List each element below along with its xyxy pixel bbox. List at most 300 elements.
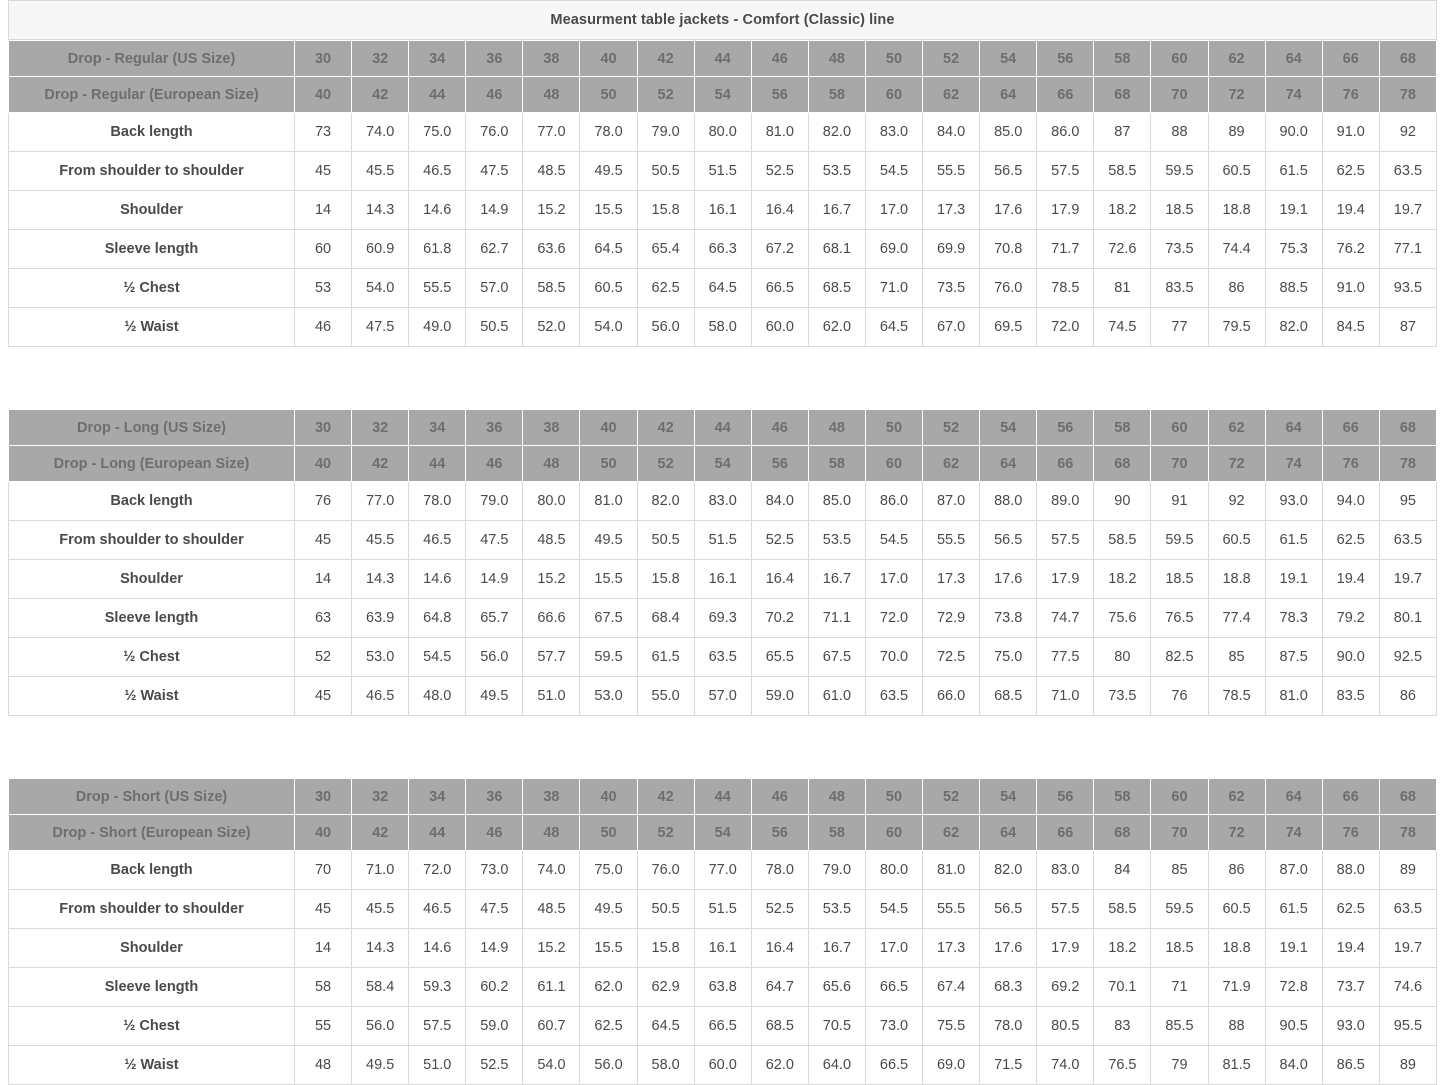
measure-cell: 65.4 bbox=[637, 230, 694, 269]
size-header-cell: 34 bbox=[409, 779, 466, 815]
measure-cell: 17.9 bbox=[1037, 191, 1094, 230]
measure-cell: 93.0 bbox=[1265, 482, 1322, 521]
size-header-cell: 68 bbox=[1094, 446, 1151, 482]
size-header-cell: 52 bbox=[923, 410, 980, 446]
measure-cell: 46.5 bbox=[352, 677, 409, 716]
measure-cell: 15.8 bbox=[637, 560, 694, 599]
measure-cell: 89 bbox=[1379, 851, 1436, 890]
measure-cell: 79.0 bbox=[637, 113, 694, 152]
measure-cell: 62.0 bbox=[751, 1046, 808, 1085]
size-header-cell: 64 bbox=[1265, 410, 1322, 446]
measure-cell: 72.0 bbox=[865, 599, 922, 638]
measure-cell: 63.5 bbox=[865, 677, 922, 716]
size-header-cell: 56 bbox=[1037, 41, 1094, 77]
measure-cell: 45 bbox=[295, 521, 352, 560]
measure-cell: 86 bbox=[1208, 269, 1265, 308]
measure-cell: 74.0 bbox=[523, 851, 580, 890]
measure-cell: 81.0 bbox=[923, 851, 980, 890]
measure-cell: 18.2 bbox=[1094, 929, 1151, 968]
measure-cell: 57.0 bbox=[466, 269, 523, 308]
size-header-cell: 68 bbox=[1379, 410, 1436, 446]
measure-cell: 19.1 bbox=[1265, 929, 1322, 968]
measure-cell: 75.3 bbox=[1265, 230, 1322, 269]
size-header-cell: 36 bbox=[466, 41, 523, 77]
measure-cell: 58.5 bbox=[1094, 521, 1151, 560]
measure-cell: 14.6 bbox=[409, 929, 466, 968]
size-header-cell: 64 bbox=[980, 815, 1037, 851]
measure-cell: 49.5 bbox=[580, 890, 637, 929]
measure-cell: 45.5 bbox=[352, 152, 409, 191]
size-header-cell: 64 bbox=[980, 446, 1037, 482]
measure-cell: 63.6 bbox=[523, 230, 580, 269]
measure-cell: 79 bbox=[1151, 1046, 1208, 1085]
size-header-cell: 52 bbox=[637, 77, 694, 113]
measure-cell: 59.0 bbox=[466, 1007, 523, 1046]
size-header-cell: 60 bbox=[1151, 41, 1208, 77]
size-header-cell: 56 bbox=[1037, 779, 1094, 815]
measure-cell: 66.5 bbox=[694, 1007, 751, 1046]
size-header-cell: 48 bbox=[808, 410, 865, 446]
measure-cell: 77.5 bbox=[1037, 638, 1094, 677]
size-header-cell: 62 bbox=[923, 77, 980, 113]
measure-cell: 71.0 bbox=[865, 269, 922, 308]
table-row bbox=[9, 599, 1437, 638]
measure-cell: 81.0 bbox=[751, 113, 808, 152]
size-header-cell: 58 bbox=[1094, 41, 1151, 77]
measure-cell: 52.5 bbox=[751, 521, 808, 560]
measure-cell: 49.5 bbox=[580, 521, 637, 560]
measure-cell: 69.0 bbox=[865, 230, 922, 269]
measure-cell: 90.0 bbox=[1265, 113, 1322, 152]
size-header-cell: 48 bbox=[808, 779, 865, 815]
measure-cell: 47.5 bbox=[466, 152, 523, 191]
size-header-cell: 56 bbox=[1037, 410, 1094, 446]
measure-cell: 70.0 bbox=[865, 638, 922, 677]
size-header-cell: 52 bbox=[923, 779, 980, 815]
measure-cell: 64.8 bbox=[409, 599, 466, 638]
measure-cell: 66.0 bbox=[923, 677, 980, 716]
measure-cell: 66.3 bbox=[694, 230, 751, 269]
size-header-cell: 42 bbox=[637, 41, 694, 77]
size-header-cell: 32 bbox=[352, 41, 409, 77]
size-header-cell: 60 bbox=[1151, 779, 1208, 815]
measure-cell: 16.4 bbox=[751, 560, 808, 599]
measure-cell: 95.5 bbox=[1379, 1007, 1436, 1046]
measure-cell: 87.0 bbox=[1265, 851, 1322, 890]
measure-cell: 59.3 bbox=[409, 968, 466, 1007]
measure-cell: 17.3 bbox=[923, 929, 980, 968]
measure-cell: 57.7 bbox=[523, 638, 580, 677]
measure-cell: 72.0 bbox=[1037, 308, 1094, 347]
measure-cell: 18.5 bbox=[1151, 191, 1208, 230]
measure-cell: 62.0 bbox=[580, 968, 637, 1007]
measure-cell: 52.5 bbox=[466, 1046, 523, 1085]
measure-cell: 83.5 bbox=[1322, 677, 1379, 716]
measure-cell: 57.5 bbox=[409, 1007, 466, 1046]
measure-cell: 51.0 bbox=[409, 1046, 466, 1085]
measure-cell: 62.0 bbox=[808, 308, 865, 347]
measure-cell: 77.0 bbox=[352, 482, 409, 521]
measure-cell: 53.5 bbox=[808, 521, 865, 560]
measure-cell: 62.5 bbox=[580, 1007, 637, 1046]
measure-cell: 58.0 bbox=[694, 308, 751, 347]
size-header-cell: 62 bbox=[1208, 779, 1265, 815]
measure-cell: 54.0 bbox=[523, 1046, 580, 1085]
row-label: Back length bbox=[9, 113, 295, 152]
measure-cell: 17.0 bbox=[865, 929, 922, 968]
measure-cell: 83 bbox=[1094, 1007, 1151, 1046]
measure-cell: 84.0 bbox=[751, 482, 808, 521]
measure-cell: 64.5 bbox=[694, 269, 751, 308]
measure-cell: 72.6 bbox=[1094, 230, 1151, 269]
measure-cell: 77.4 bbox=[1208, 599, 1265, 638]
measure-cell: 45 bbox=[295, 890, 352, 929]
size-header-cell: 58 bbox=[808, 77, 865, 113]
measure-cell: 82.0 bbox=[637, 482, 694, 521]
measure-cell: 82.0 bbox=[1265, 308, 1322, 347]
measure-cell: 83.0 bbox=[865, 113, 922, 152]
measure-cell: 66.6 bbox=[523, 599, 580, 638]
measure-cell: 52 bbox=[295, 638, 352, 677]
measure-cell: 49.5 bbox=[466, 677, 523, 716]
measure-cell: 17.3 bbox=[923, 560, 980, 599]
size-header-cell: 50 bbox=[580, 815, 637, 851]
size-header-cell: 62 bbox=[923, 446, 980, 482]
size-header-cell: 74 bbox=[1265, 77, 1322, 113]
row-label: Sleeve length bbox=[9, 599, 295, 638]
measure-cell: 54.5 bbox=[865, 152, 922, 191]
table-row bbox=[9, 230, 1437, 269]
measure-cell: 83.0 bbox=[1037, 851, 1094, 890]
measure-cell: 16.1 bbox=[694, 560, 751, 599]
measure-cell: 76.5 bbox=[1151, 599, 1208, 638]
measure-cell: 14 bbox=[295, 560, 352, 599]
size-header-cell: 66 bbox=[1322, 410, 1379, 446]
measure-cell: 60.5 bbox=[1208, 521, 1265, 560]
size-header-cell: 66 bbox=[1322, 41, 1379, 77]
size-header-cell: 40 bbox=[580, 410, 637, 446]
measure-cell: 17.6 bbox=[980, 191, 1037, 230]
size-header-cell: 40 bbox=[580, 779, 637, 815]
size-header-cell: 38 bbox=[523, 410, 580, 446]
measure-cell: 58.5 bbox=[523, 269, 580, 308]
measure-cell: 16.7 bbox=[808, 560, 865, 599]
row-label: ½ Chest bbox=[9, 638, 295, 677]
measure-cell: 16.7 bbox=[808, 191, 865, 230]
measurement-block-regular bbox=[8, 40, 1437, 347]
measure-cell: 17.3 bbox=[923, 191, 980, 230]
measure-cell: 89 bbox=[1379, 1046, 1436, 1085]
measure-cell: 61.5 bbox=[1265, 890, 1322, 929]
measure-cell: 73.0 bbox=[466, 851, 523, 890]
measure-cell: 59.5 bbox=[580, 638, 637, 677]
measure-cell: 77.1 bbox=[1379, 230, 1436, 269]
measure-cell: 46.5 bbox=[409, 890, 466, 929]
measure-cell: 71.7 bbox=[1037, 230, 1094, 269]
measure-cell: 17.9 bbox=[1037, 929, 1094, 968]
measure-cell: 73.5 bbox=[923, 269, 980, 308]
measure-cell: 14.6 bbox=[409, 560, 466, 599]
size-header-cell: 58 bbox=[1094, 410, 1151, 446]
measure-cell: 18.8 bbox=[1208, 929, 1265, 968]
size-header-cell: 62 bbox=[1208, 410, 1265, 446]
measure-cell: 91.0 bbox=[1322, 269, 1379, 308]
measure-cell: 60.5 bbox=[1208, 152, 1265, 191]
measure-cell: 60.5 bbox=[580, 269, 637, 308]
measure-cell: 14.9 bbox=[466, 929, 523, 968]
measure-cell: 59.5 bbox=[1151, 890, 1208, 929]
size-header-cell: 30 bbox=[295, 41, 352, 77]
measure-cell: 80.0 bbox=[523, 482, 580, 521]
header-label-eu-short: Drop - Short (European Size) bbox=[9, 815, 295, 851]
measure-cell: 63.5 bbox=[1379, 152, 1436, 191]
measure-cell: 56.0 bbox=[580, 1046, 637, 1085]
size-header-cell: 44 bbox=[694, 41, 751, 77]
measure-cell: 83.0 bbox=[694, 482, 751, 521]
measure-cell: 67.4 bbox=[923, 968, 980, 1007]
measure-cell: 80 bbox=[1094, 638, 1151, 677]
measure-cell: 49.0 bbox=[409, 308, 466, 347]
size-header-cell: 40 bbox=[580, 41, 637, 77]
measure-cell: 48.5 bbox=[523, 890, 580, 929]
measure-cell: 15.5 bbox=[580, 929, 637, 968]
row-label: Shoulder bbox=[9, 191, 295, 230]
table-row bbox=[9, 113, 1437, 152]
measure-cell: 86.5 bbox=[1322, 1046, 1379, 1085]
measure-cell: 58.5 bbox=[1094, 152, 1151, 191]
measure-cell: 87 bbox=[1379, 308, 1436, 347]
measure-cell: 93.5 bbox=[1379, 269, 1436, 308]
measure-cell: 85 bbox=[1151, 851, 1208, 890]
measure-cell: 62.9 bbox=[637, 968, 694, 1007]
measure-cell: 64.5 bbox=[865, 308, 922, 347]
size-header-cell: 78 bbox=[1379, 446, 1436, 482]
size-header-cell: 74 bbox=[1265, 446, 1322, 482]
measure-cell: 59.5 bbox=[1151, 152, 1208, 191]
measure-cell: 76.0 bbox=[637, 851, 694, 890]
measure-cell: 14 bbox=[295, 191, 352, 230]
measure-cell: 79.2 bbox=[1322, 599, 1379, 638]
measure-cell: 72.0 bbox=[409, 851, 466, 890]
size-header-cell: 76 bbox=[1322, 815, 1379, 851]
measure-cell: 78.3 bbox=[1265, 599, 1322, 638]
size-header-cell: 54 bbox=[694, 446, 751, 482]
measure-cell: 52.5 bbox=[751, 152, 808, 191]
measure-cell: 65.7 bbox=[466, 599, 523, 638]
row-label: Sleeve length bbox=[9, 230, 295, 269]
measure-cell: 45.5 bbox=[352, 521, 409, 560]
measure-cell: 74.0 bbox=[1037, 1046, 1094, 1085]
measure-cell: 17.0 bbox=[865, 560, 922, 599]
measure-cell: 73 bbox=[295, 113, 352, 152]
measure-cell: 75.0 bbox=[580, 851, 637, 890]
measure-cell: 64.0 bbox=[808, 1046, 865, 1085]
measure-cell: 84.5 bbox=[1322, 308, 1379, 347]
measure-cell: 70.2 bbox=[751, 599, 808, 638]
measure-cell: 86.0 bbox=[1037, 113, 1094, 152]
row-label: ½ Waist bbox=[9, 1046, 295, 1085]
measure-cell: 85.0 bbox=[980, 113, 1037, 152]
measure-cell: 87 bbox=[1094, 113, 1151, 152]
measure-cell: 90.0 bbox=[1322, 638, 1379, 677]
measure-cell: 56.5 bbox=[980, 521, 1037, 560]
measure-cell: 71.0 bbox=[1037, 677, 1094, 716]
measure-cell: 64.5 bbox=[580, 230, 637, 269]
measure-cell: 14.3 bbox=[352, 191, 409, 230]
size-header-cell: 56 bbox=[751, 77, 808, 113]
header-row-us-short bbox=[9, 779, 1437, 815]
measure-cell: 63.9 bbox=[352, 599, 409, 638]
measure-cell: 76.2 bbox=[1322, 230, 1379, 269]
measure-cell: 85.5 bbox=[1151, 1007, 1208, 1046]
measure-cell: 61.1 bbox=[523, 968, 580, 1007]
measure-cell: 87.0 bbox=[923, 482, 980, 521]
measure-cell: 60.0 bbox=[751, 308, 808, 347]
measure-cell: 75.5 bbox=[923, 1007, 980, 1046]
table-row bbox=[9, 851, 1437, 890]
measure-cell: 60.0 bbox=[694, 1046, 751, 1085]
measure-cell: 82.0 bbox=[980, 851, 1037, 890]
size-header-cell: 46 bbox=[466, 77, 523, 113]
size-header-cell: 46 bbox=[751, 410, 808, 446]
measure-cell: 78.5 bbox=[1037, 269, 1094, 308]
measure-cell: 15.8 bbox=[637, 191, 694, 230]
size-header-cell: 34 bbox=[409, 41, 466, 77]
measure-cell: 63 bbox=[295, 599, 352, 638]
measure-cell: 78.0 bbox=[980, 1007, 1037, 1046]
measure-cell: 84 bbox=[1094, 851, 1151, 890]
measure-cell: 76.0 bbox=[466, 113, 523, 152]
block-spacer bbox=[8, 347, 1437, 409]
measure-cell: 81 bbox=[1094, 269, 1151, 308]
measure-cell: 18.8 bbox=[1208, 191, 1265, 230]
measure-cell: 18.2 bbox=[1094, 560, 1151, 599]
measure-cell: 80.5 bbox=[1037, 1007, 1094, 1046]
measure-cell: 56.0 bbox=[352, 1007, 409, 1046]
measure-cell: 66.5 bbox=[865, 968, 922, 1007]
size-header-cell: 40 bbox=[295, 77, 352, 113]
measure-cell: 88.0 bbox=[1322, 851, 1379, 890]
measure-cell: 73.5 bbox=[1151, 230, 1208, 269]
table-row bbox=[9, 482, 1437, 521]
measure-cell: 90 bbox=[1094, 482, 1151, 521]
measure-cell: 18.5 bbox=[1151, 929, 1208, 968]
measure-cell: 16.4 bbox=[751, 929, 808, 968]
measure-cell: 54.0 bbox=[352, 269, 409, 308]
measure-cell: 78.5 bbox=[1208, 677, 1265, 716]
size-header-cell: 62 bbox=[1208, 41, 1265, 77]
size-header-cell: 48 bbox=[523, 77, 580, 113]
measure-cell: 94.0 bbox=[1322, 482, 1379, 521]
size-header-cell: 50 bbox=[580, 446, 637, 482]
measure-cell: 55.5 bbox=[409, 269, 466, 308]
measurement-block-short bbox=[8, 778, 1437, 1085]
measure-cell: 46 bbox=[295, 308, 352, 347]
measure-cell: 74.7 bbox=[1037, 599, 1094, 638]
size-header-cell: 72 bbox=[1208, 446, 1265, 482]
size-header-cell: 66 bbox=[1037, 815, 1094, 851]
measure-cell: 19.4 bbox=[1322, 191, 1379, 230]
header-label-us-long: Drop - Long (US Size) bbox=[9, 410, 295, 446]
measure-cell: 62.5 bbox=[1322, 890, 1379, 929]
measure-cell: 76 bbox=[1151, 677, 1208, 716]
measure-cell: 58.0 bbox=[637, 1046, 694, 1085]
measure-cell: 53.5 bbox=[808, 890, 865, 929]
measure-cell: 71.9 bbox=[1208, 968, 1265, 1007]
measure-cell: 58.4 bbox=[352, 968, 409, 1007]
header-label-us-short: Drop - Short (US Size) bbox=[9, 779, 295, 815]
size-header-cell: 44 bbox=[409, 815, 466, 851]
measure-cell: 72.5 bbox=[923, 638, 980, 677]
size-header-cell: 36 bbox=[466, 410, 523, 446]
row-label: ½ Waist bbox=[9, 308, 295, 347]
table-row bbox=[9, 890, 1437, 929]
size-header-cell: 46 bbox=[751, 779, 808, 815]
measure-cell: 58.5 bbox=[1094, 890, 1151, 929]
row-label: From shoulder to shoulder bbox=[9, 890, 295, 929]
measure-cell: 53.0 bbox=[580, 677, 637, 716]
measure-cell: 55.0 bbox=[637, 677, 694, 716]
measure-cell: 89 bbox=[1208, 113, 1265, 152]
measure-cell: 55.5 bbox=[923, 152, 980, 191]
measure-cell: 73.8 bbox=[980, 599, 1037, 638]
measure-cell: 89.0 bbox=[1037, 482, 1094, 521]
measure-cell: 80.1 bbox=[1379, 599, 1436, 638]
measure-cell: 46.5 bbox=[409, 521, 466, 560]
measure-cell: 69.3 bbox=[694, 599, 751, 638]
measure-cell: 19.7 bbox=[1379, 929, 1436, 968]
measure-cell: 81.5 bbox=[1208, 1046, 1265, 1085]
measure-cell: 46.5 bbox=[409, 152, 466, 191]
measure-cell: 87.5 bbox=[1265, 638, 1322, 677]
measure-cell: 86 bbox=[1208, 851, 1265, 890]
measure-cell: 56.0 bbox=[637, 308, 694, 347]
size-header-cell: 56 bbox=[751, 446, 808, 482]
size-header-cell: 44 bbox=[409, 77, 466, 113]
measure-cell: 48.5 bbox=[523, 521, 580, 560]
measure-cell: 86 bbox=[1379, 677, 1436, 716]
size-header-cell: 54 bbox=[694, 77, 751, 113]
measure-cell: 78.0 bbox=[580, 113, 637, 152]
size-header-cell: 44 bbox=[694, 410, 751, 446]
size-header-cell: 68 bbox=[1094, 815, 1151, 851]
measure-cell: 79.0 bbox=[466, 482, 523, 521]
measure-cell: 69.9 bbox=[923, 230, 980, 269]
measure-cell: 88 bbox=[1151, 113, 1208, 152]
measure-cell: 50.5 bbox=[637, 890, 694, 929]
measure-cell: 76.5 bbox=[1094, 1046, 1151, 1085]
measure-cell: 60 bbox=[295, 230, 352, 269]
size-header-cell: 30 bbox=[295, 410, 352, 446]
table-row bbox=[9, 560, 1437, 599]
size-header-cell: 42 bbox=[352, 446, 409, 482]
measure-cell: 61.5 bbox=[637, 638, 694, 677]
size-header-cell: 60 bbox=[865, 446, 922, 482]
measure-cell: 51.5 bbox=[694, 890, 751, 929]
header-row-eu-regular bbox=[9, 77, 1437, 113]
size-header-cell: 78 bbox=[1379, 815, 1436, 851]
row-label: From shoulder to shoulder bbox=[9, 152, 295, 191]
size-header-cell: 60 bbox=[865, 77, 922, 113]
measure-cell: 60.7 bbox=[523, 1007, 580, 1046]
measure-cell: 62.5 bbox=[637, 269, 694, 308]
size-header-cell: 40 bbox=[295, 815, 352, 851]
measure-cell: 65.5 bbox=[751, 638, 808, 677]
measure-cell: 54.5 bbox=[865, 521, 922, 560]
measure-cell: 47.5 bbox=[466, 521, 523, 560]
measure-cell: 77.0 bbox=[523, 113, 580, 152]
size-header-cell: 50 bbox=[865, 41, 922, 77]
